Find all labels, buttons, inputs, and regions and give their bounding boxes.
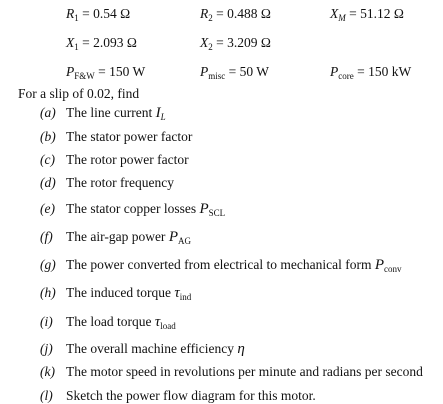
question-item	[40, 129, 192, 145]
question-symbol-subscript: load	[160, 321, 176, 331]
question-label: (j)	[40, 341, 53, 356]
question-text: The stator copper losses	[66, 201, 200, 216]
question-text: The rotor power factor	[66, 152, 189, 167]
question-text: The induced torque	[66, 285, 175, 300]
question-item	[40, 152, 189, 168]
param-XM-symbol: X	[330, 6, 339, 21]
question-item	[40, 285, 191, 302]
param-XM	[330, 6, 404, 23]
question-item	[40, 364, 423, 380]
param-X2	[200, 35, 271, 52]
param-X2-symbol: X	[200, 35, 209, 50]
param-X2-subscript: 2	[208, 42, 213, 52]
question-item	[40, 201, 225, 218]
param-X1	[66, 35, 137, 52]
intro-text: For a slip of 0.02, find	[18, 86, 140, 101]
param-X1-symbol: X	[66, 35, 75, 50]
question-symbol-subscript: conv	[384, 264, 402, 274]
question-symbol-subscript: SCL	[208, 208, 226, 218]
param-X1-subscript: 1	[74, 42, 79, 52]
question-label: (g)	[40, 257, 56, 272]
question-text: The line current	[66, 105, 156, 120]
param-R2	[200, 6, 271, 23]
param-X1-value: = 2.093 Ω	[78, 35, 137, 50]
question-label: (c)	[40, 152, 55, 167]
question-label: (a)	[40, 105, 56, 120]
question-text: The motor speed in revolutions per minute and radians per second	[66, 364, 423, 379]
question-symbol: η	[237, 341, 245, 357]
question-label: (e)	[40, 201, 55, 216]
param-Pmisc	[200, 64, 269, 81]
question-item	[40, 314, 176, 331]
question-symbol: P	[374, 257, 385, 273]
question-item	[40, 175, 174, 191]
param-R2-value: = 0.488 Ω	[212, 6, 271, 21]
question-item	[40, 257, 402, 274]
question-symbol-subscript: L	[160, 112, 166, 122]
question-text: The power converted from electrical to mechanical form	[66, 257, 375, 272]
param-Pcore	[330, 64, 411, 81]
question-label: (h)	[40, 285, 56, 300]
param-XM-value: = 51.12 Ω	[345, 6, 404, 21]
question-label: (b)	[40, 129, 56, 144]
param-Pmisc-symbol: P	[200, 64, 209, 79]
question-symbol: I	[155, 105, 161, 121]
param-R1-value: = 0.54 Ω	[78, 6, 131, 21]
question-label: (k)	[40, 364, 55, 379]
param-R2-subscript: 2	[208, 13, 213, 23]
question-text: The overall machine efficiency	[66, 341, 238, 356]
question-text: The air-gap power	[66, 229, 169, 244]
question-label: (d)	[40, 175, 56, 190]
question-item	[40, 229, 191, 246]
question-text: The rotor frequency	[66, 175, 174, 190]
question-label: (f)	[40, 229, 53, 244]
param-Pcore-value: = 150 kW	[353, 64, 412, 79]
param-PFW	[66, 64, 145, 81]
param-PFW-value: = 150 W	[94, 64, 146, 79]
param-Pcore-symbol: P	[330, 64, 339, 79]
question-text: The load torque	[66, 314, 155, 329]
param-X2-value: = 3.209 Ω	[212, 35, 271, 50]
param-R1	[66, 6, 130, 23]
question-item	[40, 341, 245, 358]
param-Pcore-subscript: core	[338, 71, 354, 81]
question-text: Sketch the power flow diagram for this motor.	[66, 388, 316, 403]
param-R2-symbol: R	[200, 6, 209, 21]
question-text: The stator power factor	[66, 129, 193, 144]
param-R1-subscript: 1	[74, 13, 79, 23]
question-symbol: τ	[174, 285, 180, 301]
param-PFW-subscript: F&W	[74, 71, 95, 81]
question-item	[40, 105, 166, 122]
question-symbol: P	[199, 201, 209, 217]
question-symbol-subscript: ind	[179, 292, 192, 302]
param-PFW-symbol: P	[66, 64, 75, 79]
param-XM-subscript: M	[338, 13, 346, 23]
param-Pmisc-value: = 50 W	[225, 64, 269, 79]
question-symbol: P	[168, 229, 178, 245]
question-label: (i)	[40, 314, 53, 329]
question-symbol-subscript: AG	[177, 236, 191, 246]
question-symbol: τ	[154, 314, 161, 330]
question-label: (l)	[40, 388, 53, 403]
param-R1-symbol: R	[66, 6, 75, 21]
param-Pmisc-subscript: misc	[208, 71, 226, 81]
